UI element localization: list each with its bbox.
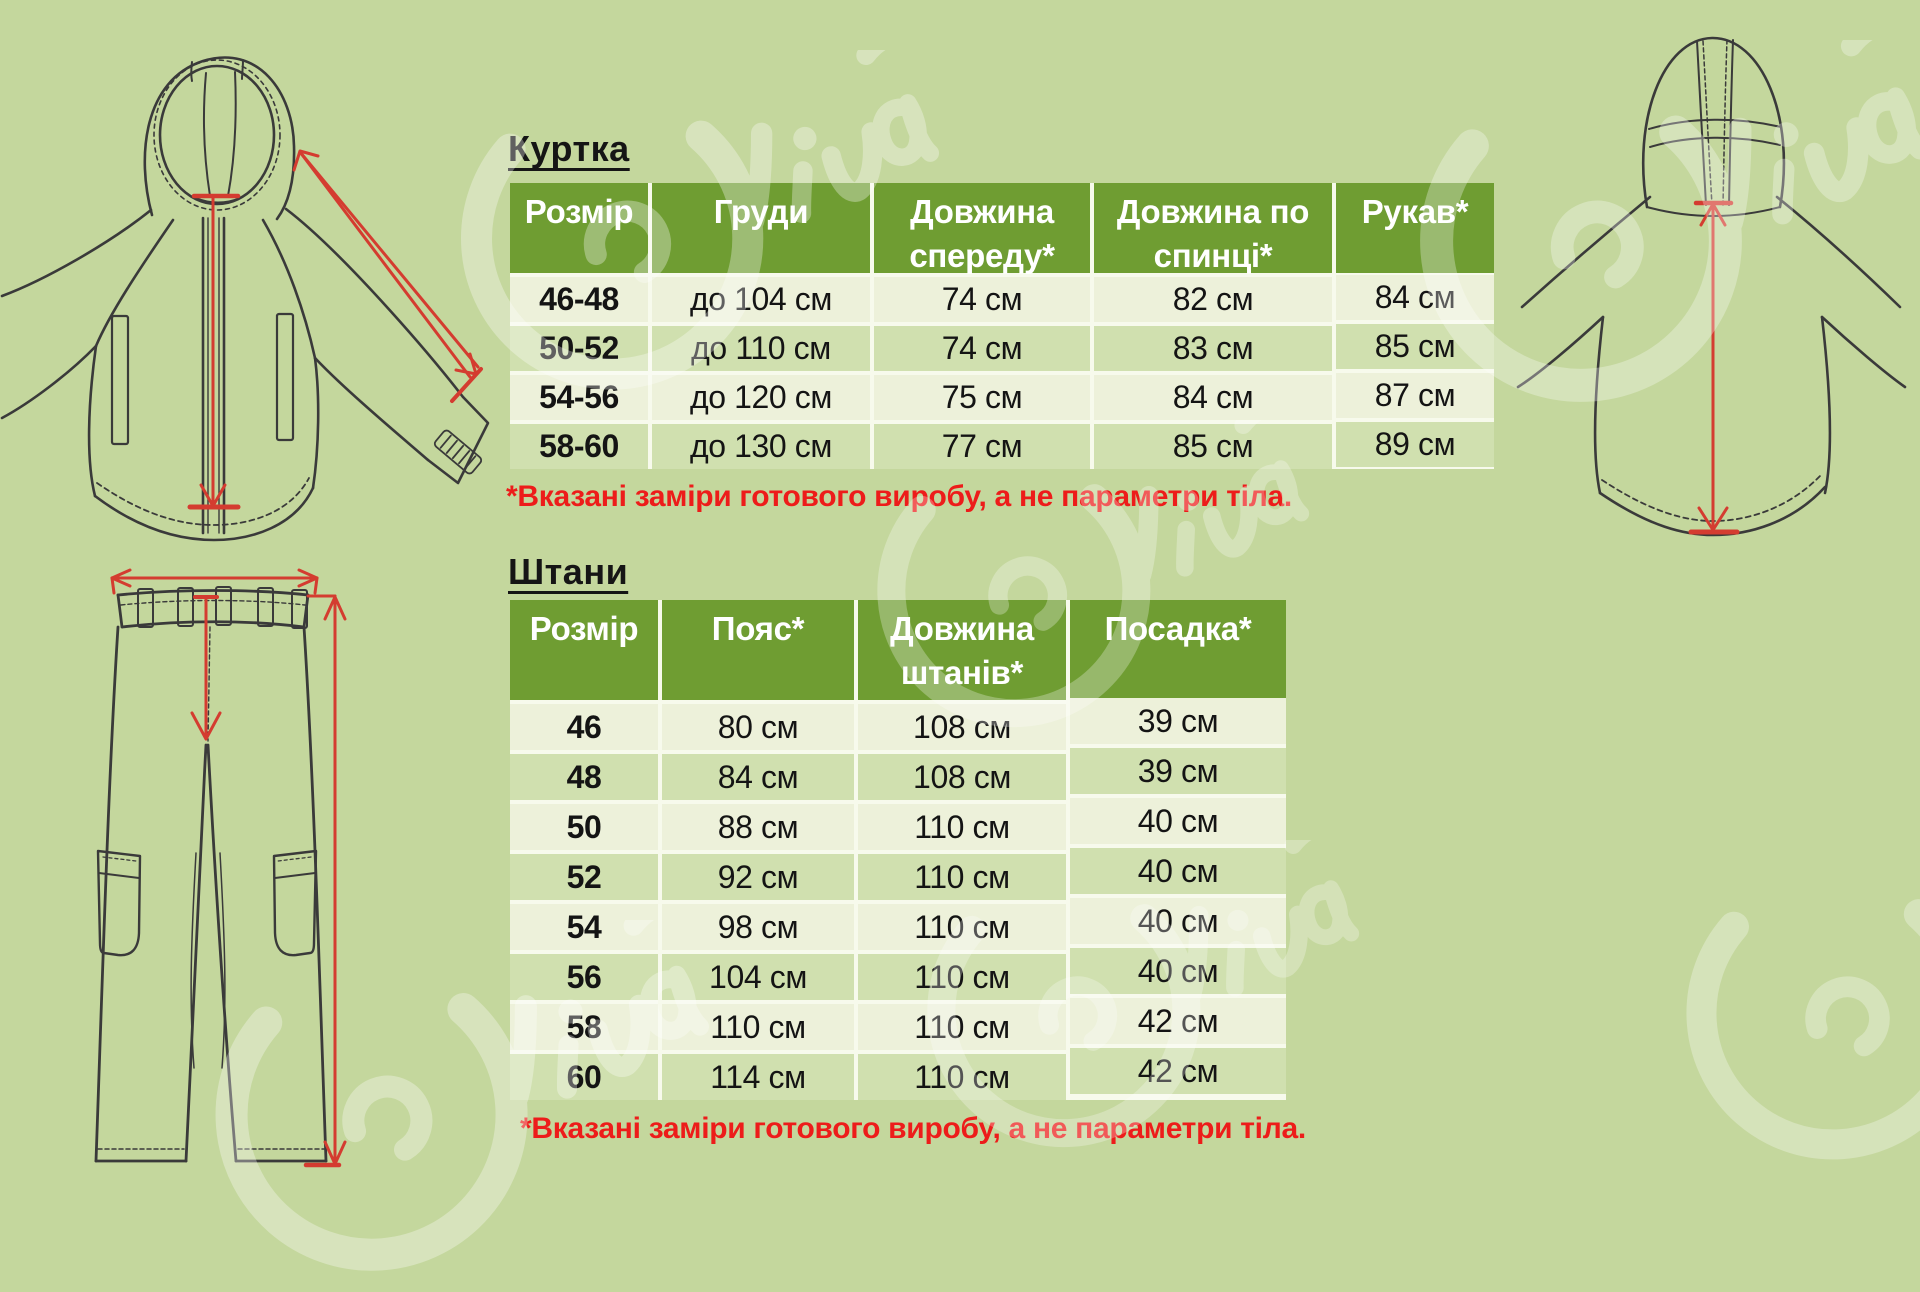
measure-cell: 89 см	[1336, 422, 1494, 467]
measure-cell: 40 см	[1070, 848, 1286, 894]
column-header: Розмір	[510, 600, 658, 700]
column-header: Груди	[652, 183, 870, 273]
pants-drawing	[58, 563, 358, 1280]
column-header: Довжина спереду*	[874, 183, 1090, 273]
measure-cell: 82 см	[1094, 277, 1332, 322]
column-header: Рукав*	[1336, 183, 1494, 273]
size-cell: 46-48	[510, 277, 648, 322]
column-header: Довжина по спинці*	[1094, 183, 1332, 273]
size-cell: 50-52	[510, 326, 648, 371]
size-cell: 56	[510, 954, 658, 1000]
measure-cell: до 130 см	[652, 424, 870, 469]
jacket-footnote: *Вказані заміри готового виробу, а не параметри тіла.	[506, 480, 1292, 513]
measure-cell: 83 см	[1094, 326, 1332, 371]
measure-cell: 85 см	[1094, 424, 1332, 469]
measure-cell: 39 см	[1070, 698, 1286, 744]
measure-cell: 110 см	[858, 854, 1066, 900]
measure-cell: 40 см	[1070, 948, 1286, 994]
measure-cell: до 104 см	[652, 277, 870, 322]
measure-cell: 108 см	[858, 754, 1066, 800]
measure-cell: 110 см	[858, 1004, 1066, 1050]
measure-cell: 40 см	[1070, 798, 1286, 844]
size-cell: 50	[510, 804, 658, 850]
size-cell: 48	[510, 754, 658, 800]
column-header: Розмір	[510, 183, 648, 273]
measure-cell: 75 см	[874, 375, 1090, 420]
measure-cell: 87 см	[1336, 373, 1494, 418]
measure-cell: до 120 см	[652, 375, 870, 420]
measure-cell: 85 см	[1336, 324, 1494, 369]
jacket-front-drawing	[0, 28, 500, 560]
measure-cell: 110 см	[662, 1004, 854, 1050]
column-header: Пояс*	[662, 600, 854, 700]
measure-cell: 74 см	[874, 326, 1090, 371]
measure-cell: 77 см	[874, 424, 1090, 469]
measure-cell: 110 см	[858, 904, 1066, 950]
jacket-size-table	[510, 183, 1494, 469]
measure-cell: 92 см	[662, 854, 854, 900]
measure-cell: 39 см	[1070, 748, 1286, 794]
measure-cell: 80 см	[662, 704, 854, 750]
size-cell: 58	[510, 1004, 658, 1050]
measure-cell: 108 см	[858, 704, 1066, 750]
measure-cell: 42 см	[1070, 998, 1286, 1044]
jacket-section-title: Куртка	[508, 128, 630, 169]
measure-cell: 110 см	[858, 804, 1066, 850]
measure-cell: 98 см	[662, 904, 854, 950]
measure-cell: 114 см	[662, 1054, 854, 1100]
pants-section-title: Штани	[508, 551, 629, 592]
jacket-back-drawing	[1500, 25, 1920, 560]
size-cell: 58-60	[510, 424, 648, 469]
measure-cell: 74 см	[874, 277, 1090, 322]
size-cell: 54	[510, 904, 658, 950]
measure-cell: 42 см	[1070, 1048, 1286, 1094]
measure-cell: 40 см	[1070, 898, 1286, 944]
measure-cell: до 110 см	[652, 326, 870, 371]
column-header: Посадка*	[1070, 600, 1286, 700]
measure-cell: 110 см	[858, 954, 1066, 1000]
pants-size-table	[510, 600, 1286, 1100]
measure-cell: 84 см	[1094, 375, 1332, 420]
measure-cell: 110 см	[858, 1054, 1066, 1100]
size-cell: 60	[510, 1054, 658, 1100]
size-cell: 54-56	[510, 375, 648, 420]
oliva-watermark	[1550, 830, 1920, 1180]
measure-cell: 104 см	[662, 954, 854, 1000]
measure-cell: 88 см	[662, 804, 854, 850]
pants-footnote: *Вказані заміри готового виробу, а не параметри тіла.	[520, 1112, 1306, 1145]
size-cell: 52	[510, 854, 658, 900]
size-cell: 46	[510, 704, 658, 750]
measure-cell: 84 см	[662, 754, 854, 800]
column-header: Довжина штанів*	[858, 600, 1066, 700]
measure-cell: 84 см	[1336, 275, 1494, 320]
